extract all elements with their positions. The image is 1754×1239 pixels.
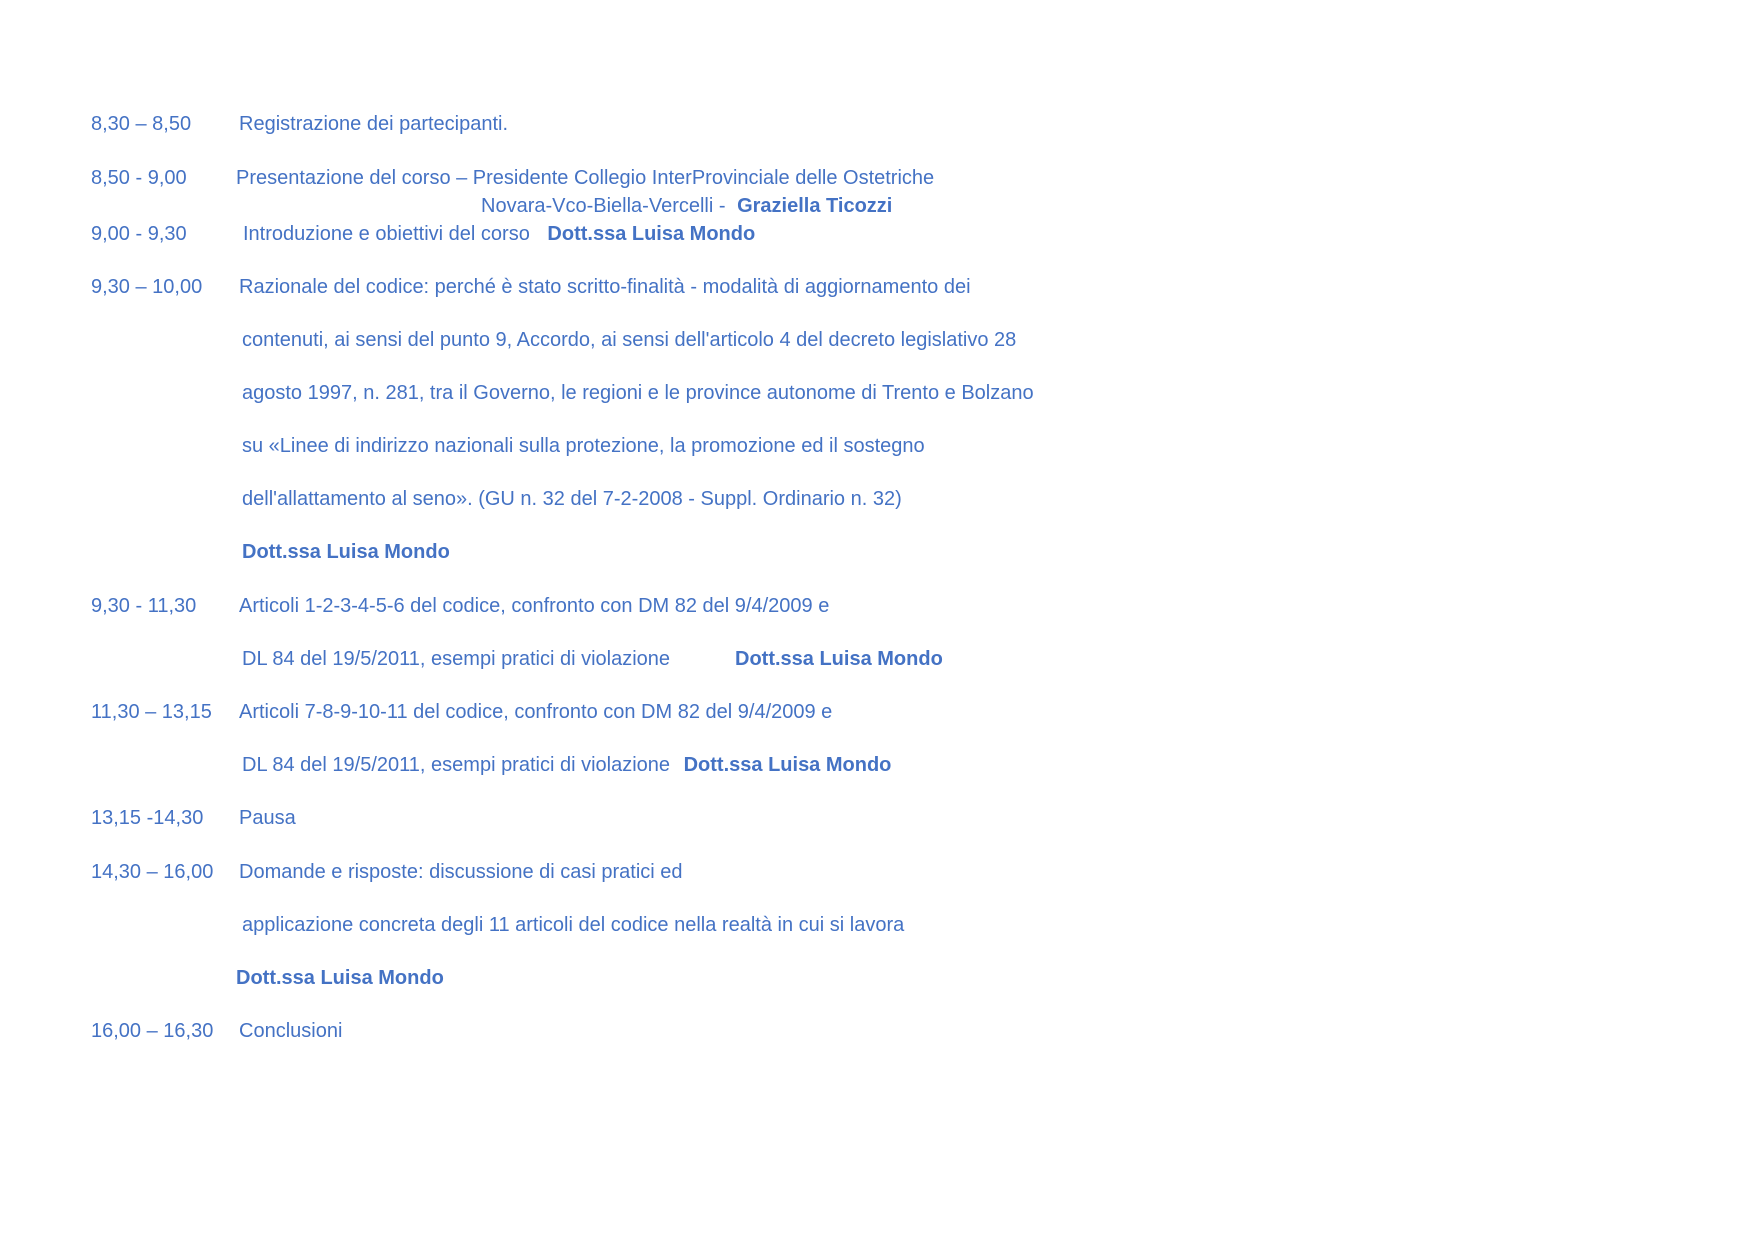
item6-row2 <box>242 753 891 777</box>
item9-text: Conclusioni <box>239 1020 343 1042</box>
item2-time: 8,50 - 9,00 <box>91 167 187 189</box>
item6-time: 11,30 – 13,15 <box>91 701 212 723</box>
item3-text: Introduzione e obiettivi del corso <box>243 223 530 245</box>
item8-text-line2: applicazione concreta degli 11 articoli del codice nella realtà in cui si lavora <box>242 914 905 936</box>
item7-time: 13,15 -14,30 <box>91 807 204 829</box>
item8-text-line1: Domande e risposte: discussione di casi pratici ed <box>239 861 683 883</box>
item5-text-line2: DL 84 del 19/5/2011, esempi pratici di violazione <box>242 648 671 670</box>
item2-speaker: Graziella Ticozzi <box>737 195 893 217</box>
item4-line-3: agosto 1997, n. 281, tra il Governo, le regioni e le province autonome di Trento e Bolzano <box>242 382 1034 404</box>
item8-time: 14,30 – 16,00 <box>91 861 214 883</box>
item4-time: 9,30 – 10,00 <box>91 276 203 298</box>
item4-line-1: Razionale del codice: perché è stato scritto-finalità - modalità di aggiornamento dei <box>239 276 971 298</box>
item7-text: Pausa <box>239 807 296 829</box>
item2-text-line2 <box>481 194 892 218</box>
item5-text-line1: Articoli 1-2-3-4-5-6 del codice, confronto con DM 82 del 9/4/2009 e <box>239 595 830 617</box>
item3-row <box>243 222 755 246</box>
item4-line-4: su «Linee di indirizzo nazionali sulla protezione, la promozione ed il sostegno <box>242 435 925 457</box>
item8-speaker: Dott.ssa Luisa Mondo <box>236 967 444 989</box>
item3-speaker: Dott.ssa Luisa Mondo <box>547 223 756 245</box>
item5-time: 9,30 - 11,30 <box>91 595 197 617</box>
item6-text-line2: DL 84 del 19/5/2011, esempi pratici di violazione <box>242 754 671 776</box>
item1-time: 8,30 – 8,50 <box>91 113 192 135</box>
item4-line-5: dell'allattamento al seno». (GU n. 32 del 7-2-2008 - Suppl. Ordinario n. 32) <box>242 488 902 510</box>
item5-speaker: Dott.ssa Luisa Mondo <box>735 648 943 670</box>
item4-speaker: Dott.ssa Luisa Mondo <box>242 541 450 563</box>
item6-text-line1: Articoli 7-8-9-10-11 del codice, confronto con DM 82 del 9/4/2009 e <box>239 701 833 723</box>
item1-text: Registrazione dei partecipanti. <box>239 113 509 135</box>
item3-time: 9,00 - 9,30 <box>91 223 187 245</box>
item2-text-line1: Presentazione del corso – Presidente Collegio InterProvinciale delle Ostetriche <box>236 167 935 189</box>
item2-text-line2-label: Novara-Vco-Biella-Vercelli - <box>481 195 726 217</box>
item4-line-2: contenuti, ai sensi del punto 9, Accordo, ai sensi dell'articolo 4 del decreto legislativo 28 <box>242 329 1017 351</box>
item6-speaker: Dott.ssa Luisa Mondo <box>683 754 892 776</box>
item9-time: 16,00 – 16,30 <box>91 1020 214 1042</box>
